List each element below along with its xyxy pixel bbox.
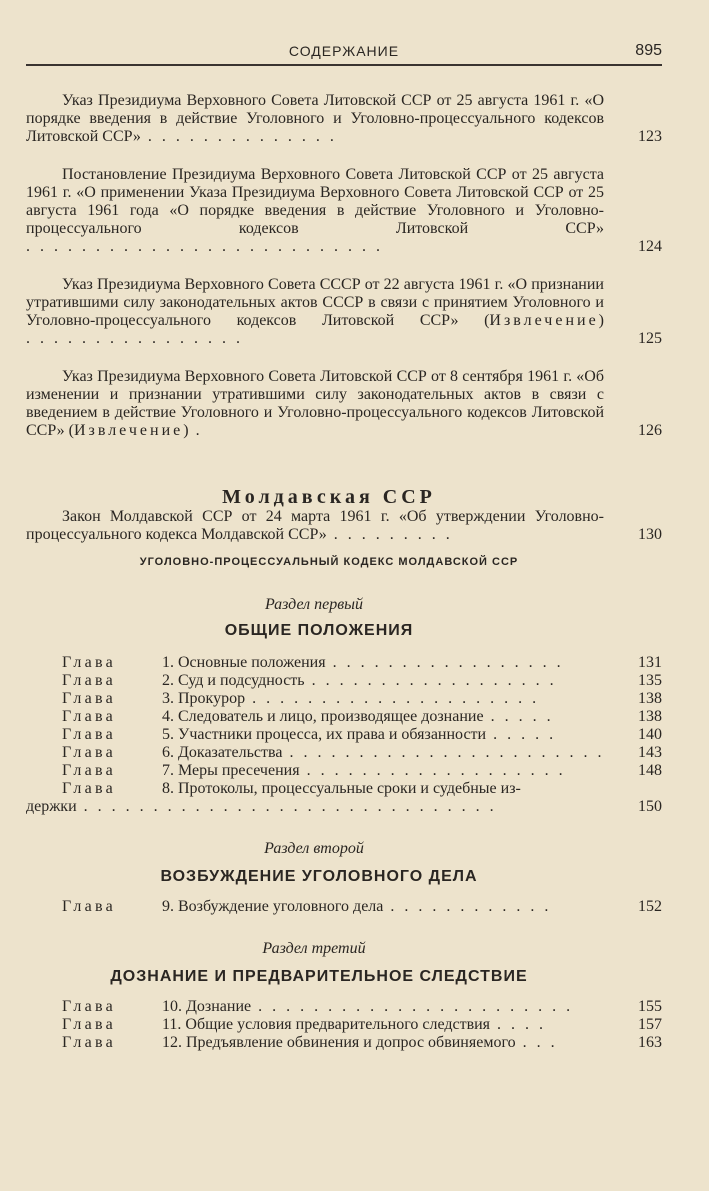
entry-text: Указ Президиума Верховного Совета Литовской ССР от 8 сентября 1961 г. «Об изменении и признании утратившими силу законодательных актов в связи с введением в действие Уголовного и Уголовно-процессуального кодексов Литовской ССР» (: [26, 368, 604, 439]
toc-content: [26, 92, 662, 1052]
chapter-title: Следователь и лицо, производящее дознание: [178, 708, 484, 725]
chapter-title: Прокурор: [178, 690, 246, 707]
chapter-label: Глава: [62, 1016, 117, 1033]
part-title: ОБЩИЕ ПОЛОЖЕНИЯ: [224, 622, 414, 639]
chapter-label: Глава: [62, 1034, 117, 1051]
chapter-page: 140: [638, 726, 662, 743]
chapter-page: 143: [638, 744, 662, 761]
header-rule: [26, 64, 662, 66]
dot-leader: . . . . . . . . . . . . . . . . . . . . .: [245, 690, 540, 707]
entry-page: 126: [638, 422, 662, 439]
chapter-label: Глава: [62, 762, 117, 779]
dot-leader: . . . . . . . . . . . . . . . . .: [325, 654, 564, 671]
chapter-number: 6.: [162, 744, 174, 761]
chapter-row: [26, 780, 662, 798]
chapter-page: 163: [638, 1034, 662, 1051]
chapter-row: [26, 672, 662, 690]
chapter-number: 1.: [162, 654, 174, 671]
chapter-row: [26, 654, 662, 672]
part-title: ВОЗБУЖДЕНИЕ УГОЛОВНОГО ДЕЛА: [160, 868, 478, 885]
chapter-title: Возбуждение уголовного дела: [178, 898, 384, 915]
chapter-title: Общие условия предварительного следствия: [185, 1016, 491, 1033]
chapter-label: Глава: [62, 898, 117, 915]
chapter-list: [26, 898, 662, 916]
dot-leader: . . . . . . . . .: [326, 526, 453, 543]
chapter-label: Глава: [62, 998, 117, 1015]
republic-title: Молдавская ССР: [222, 486, 436, 508]
chapter-row: [26, 898, 662, 916]
chapter-list: [26, 654, 662, 816]
entry-tail: ): [598, 312, 604, 329]
entry-text: Указ Президиума Верховного Совета СССР от 22 августа 1961 г. «О признании утратившими силу законодательных актов СССР в связи с принятием Уголовного и Уголовно-процессуального кодексов Литовской ССР» (: [26, 276, 604, 329]
chapter-row-continued: [26, 798, 662, 816]
chapter-number: 11.: [162, 1016, 182, 1033]
chapter-number: 8.: [162, 780, 174, 797]
chapter-page: 138: [638, 690, 662, 707]
chapter-label: Глава: [62, 690, 117, 707]
toc-entry: [26, 276, 662, 348]
dot-leader: . . .: [515, 1034, 558, 1051]
chapter-row: [26, 1016, 662, 1034]
chapter-title-continued: держки: [26, 798, 77, 815]
entry-page: 130: [638, 526, 662, 543]
chapter-number: 2.: [162, 672, 174, 689]
chapter-row: [26, 690, 662, 708]
chapter-label: Глава: [62, 708, 117, 725]
page-number: 895: [635, 42, 662, 59]
chapter-number: 3.: [162, 690, 174, 707]
chapter-number: 4.: [162, 708, 174, 725]
chapter-title: Дознание: [186, 998, 252, 1015]
toc-entry: [26, 92, 662, 146]
dot-leader: . . . . . . . . . . . . . .: [140, 128, 337, 145]
entry-page: 125: [638, 330, 662, 347]
dot-leader: . . . . . . . . . . . .: [383, 898, 552, 915]
dot-leader: . . . . .: [483, 708, 554, 725]
entry-text: Закон Молдавской ССР от 24 марта 1961 г. «Об утверждении Уголовно-процессуального кодекса Молдавской ССР»: [26, 508, 604, 543]
chapter-label: Глава: [62, 654, 117, 671]
entry-text: Указ Президиума Верховного Совета Литовской ССР от 25 августа 1961 г. «О порядке введения в действие Уголовного и Уголовно-процессуального кодексов Литовской ССР»: [26, 92, 604, 145]
code-title: УГОЛОВНО-ПРОЦЕССУАЛЬНЫЙ КОДЕКС МОЛДАВСКОЙ ССР: [139, 556, 519, 568]
chapter-page: 150: [638, 798, 662, 815]
chapter-title: Меры пресечения: [178, 762, 300, 779]
chapter-label: Глава: [62, 780, 117, 797]
entry-tail: ): [183, 422, 189, 439]
dot-leader: . . . . . . . . . . . . . . . . . . . . . . .: [251, 998, 574, 1015]
dot-leader: . . . . . . . . . . . . . . . . . .: [304, 672, 557, 689]
chapter-number: 9.: [162, 898, 174, 915]
chapter-page: 138: [638, 708, 662, 725]
chapter-title: Предъявление обвинения и допрос обвиняемого: [186, 1034, 516, 1051]
chapter-row: [26, 708, 662, 726]
part-label: Раздел третий: [262, 940, 366, 957]
part-label: Раздел второй: [264, 840, 364, 857]
chapter-label: Глава: [62, 726, 117, 743]
part-title: ДОЗНАНИЕ И ПРЕДВАРИТЕЛЬНОЕ СЛЕДСТВИЕ: [110, 968, 528, 985]
chapter-number: 5.: [162, 726, 174, 743]
chapter-page: 131: [638, 654, 662, 671]
page-header: [26, 40, 662, 66]
chapter-label: Глава: [62, 672, 117, 689]
part-label: Раздел первый: [264, 596, 364, 613]
chapter-page: 157: [638, 1016, 662, 1033]
dot-leader: . . . . .: [486, 726, 557, 743]
dot-leader: . . . .: [490, 1016, 547, 1033]
entry-emphasis: Извлечение: [489, 312, 599, 329]
chapter-title: Протоколы, процессуальные сроки и судебные из-: [178, 780, 521, 797]
chapter-row: [26, 1034, 662, 1052]
chapter-row: [26, 726, 662, 744]
chapter-label: Глава: [62, 744, 117, 761]
chapter-page: 135: [638, 672, 662, 689]
dot-leader: . . . . . . . . . . . . . . . . . . . . . . . . . . . . . .: [76, 798, 497, 815]
running-title: СОДЕРЖАНИЕ: [288, 43, 400, 59]
chapter-number: 12.: [162, 1034, 182, 1051]
toc-entry: [26, 508, 662, 544]
chapter-row: [26, 762, 662, 780]
chapter-number: 7.: [162, 762, 174, 779]
chapter-page: 152: [638, 898, 662, 915]
chapter-page: 148: [638, 762, 662, 779]
chapter-row: [26, 998, 662, 1016]
dot-leader: . . . . . . . . . . . . . . . . . . .: [299, 762, 566, 779]
dot-leader: . . . . . . . . . . . . . . . . . . . . . . .: [282, 744, 605, 761]
toc-entry: [26, 368, 662, 440]
toc-entry: [26, 166, 662, 256]
entry-emphasis: Извлечение: [73, 422, 184, 439]
chapter-title: Основные положения: [178, 654, 326, 671]
chapter-title: Суд и подсудность: [178, 672, 305, 689]
entry-text: Постановление Президиума Верховного Совета Литовской ССР от 25 августа 1961 г. «О применении Указа Президиума Верховного Совета Литовской ССР от 25 августа 1961 года «О порядке введения в действие Уголовного и Уголовно-процессуального кодексов Литовской ССР»: [26, 166, 604, 237]
chapter-number: 10.: [162, 998, 182, 1015]
chapter-row: [26, 744, 662, 762]
entry-page: 124: [638, 238, 662, 255]
dot-leader: . . . . . . . . . . . . . . . .: [26, 330, 243, 347]
chapter-list: [26, 998, 662, 1052]
chapter-title: Доказательства: [178, 744, 283, 761]
dot-leader: . . . . . . . . . . . . . . . . . . . . . . . . . .: [26, 238, 383, 255]
entry-page: 123: [638, 128, 662, 145]
chapter-title: Участники процесса, их права и обязанности: [178, 726, 487, 743]
dot-leader: .: [188, 422, 203, 439]
chapter-page: 155: [638, 998, 662, 1015]
